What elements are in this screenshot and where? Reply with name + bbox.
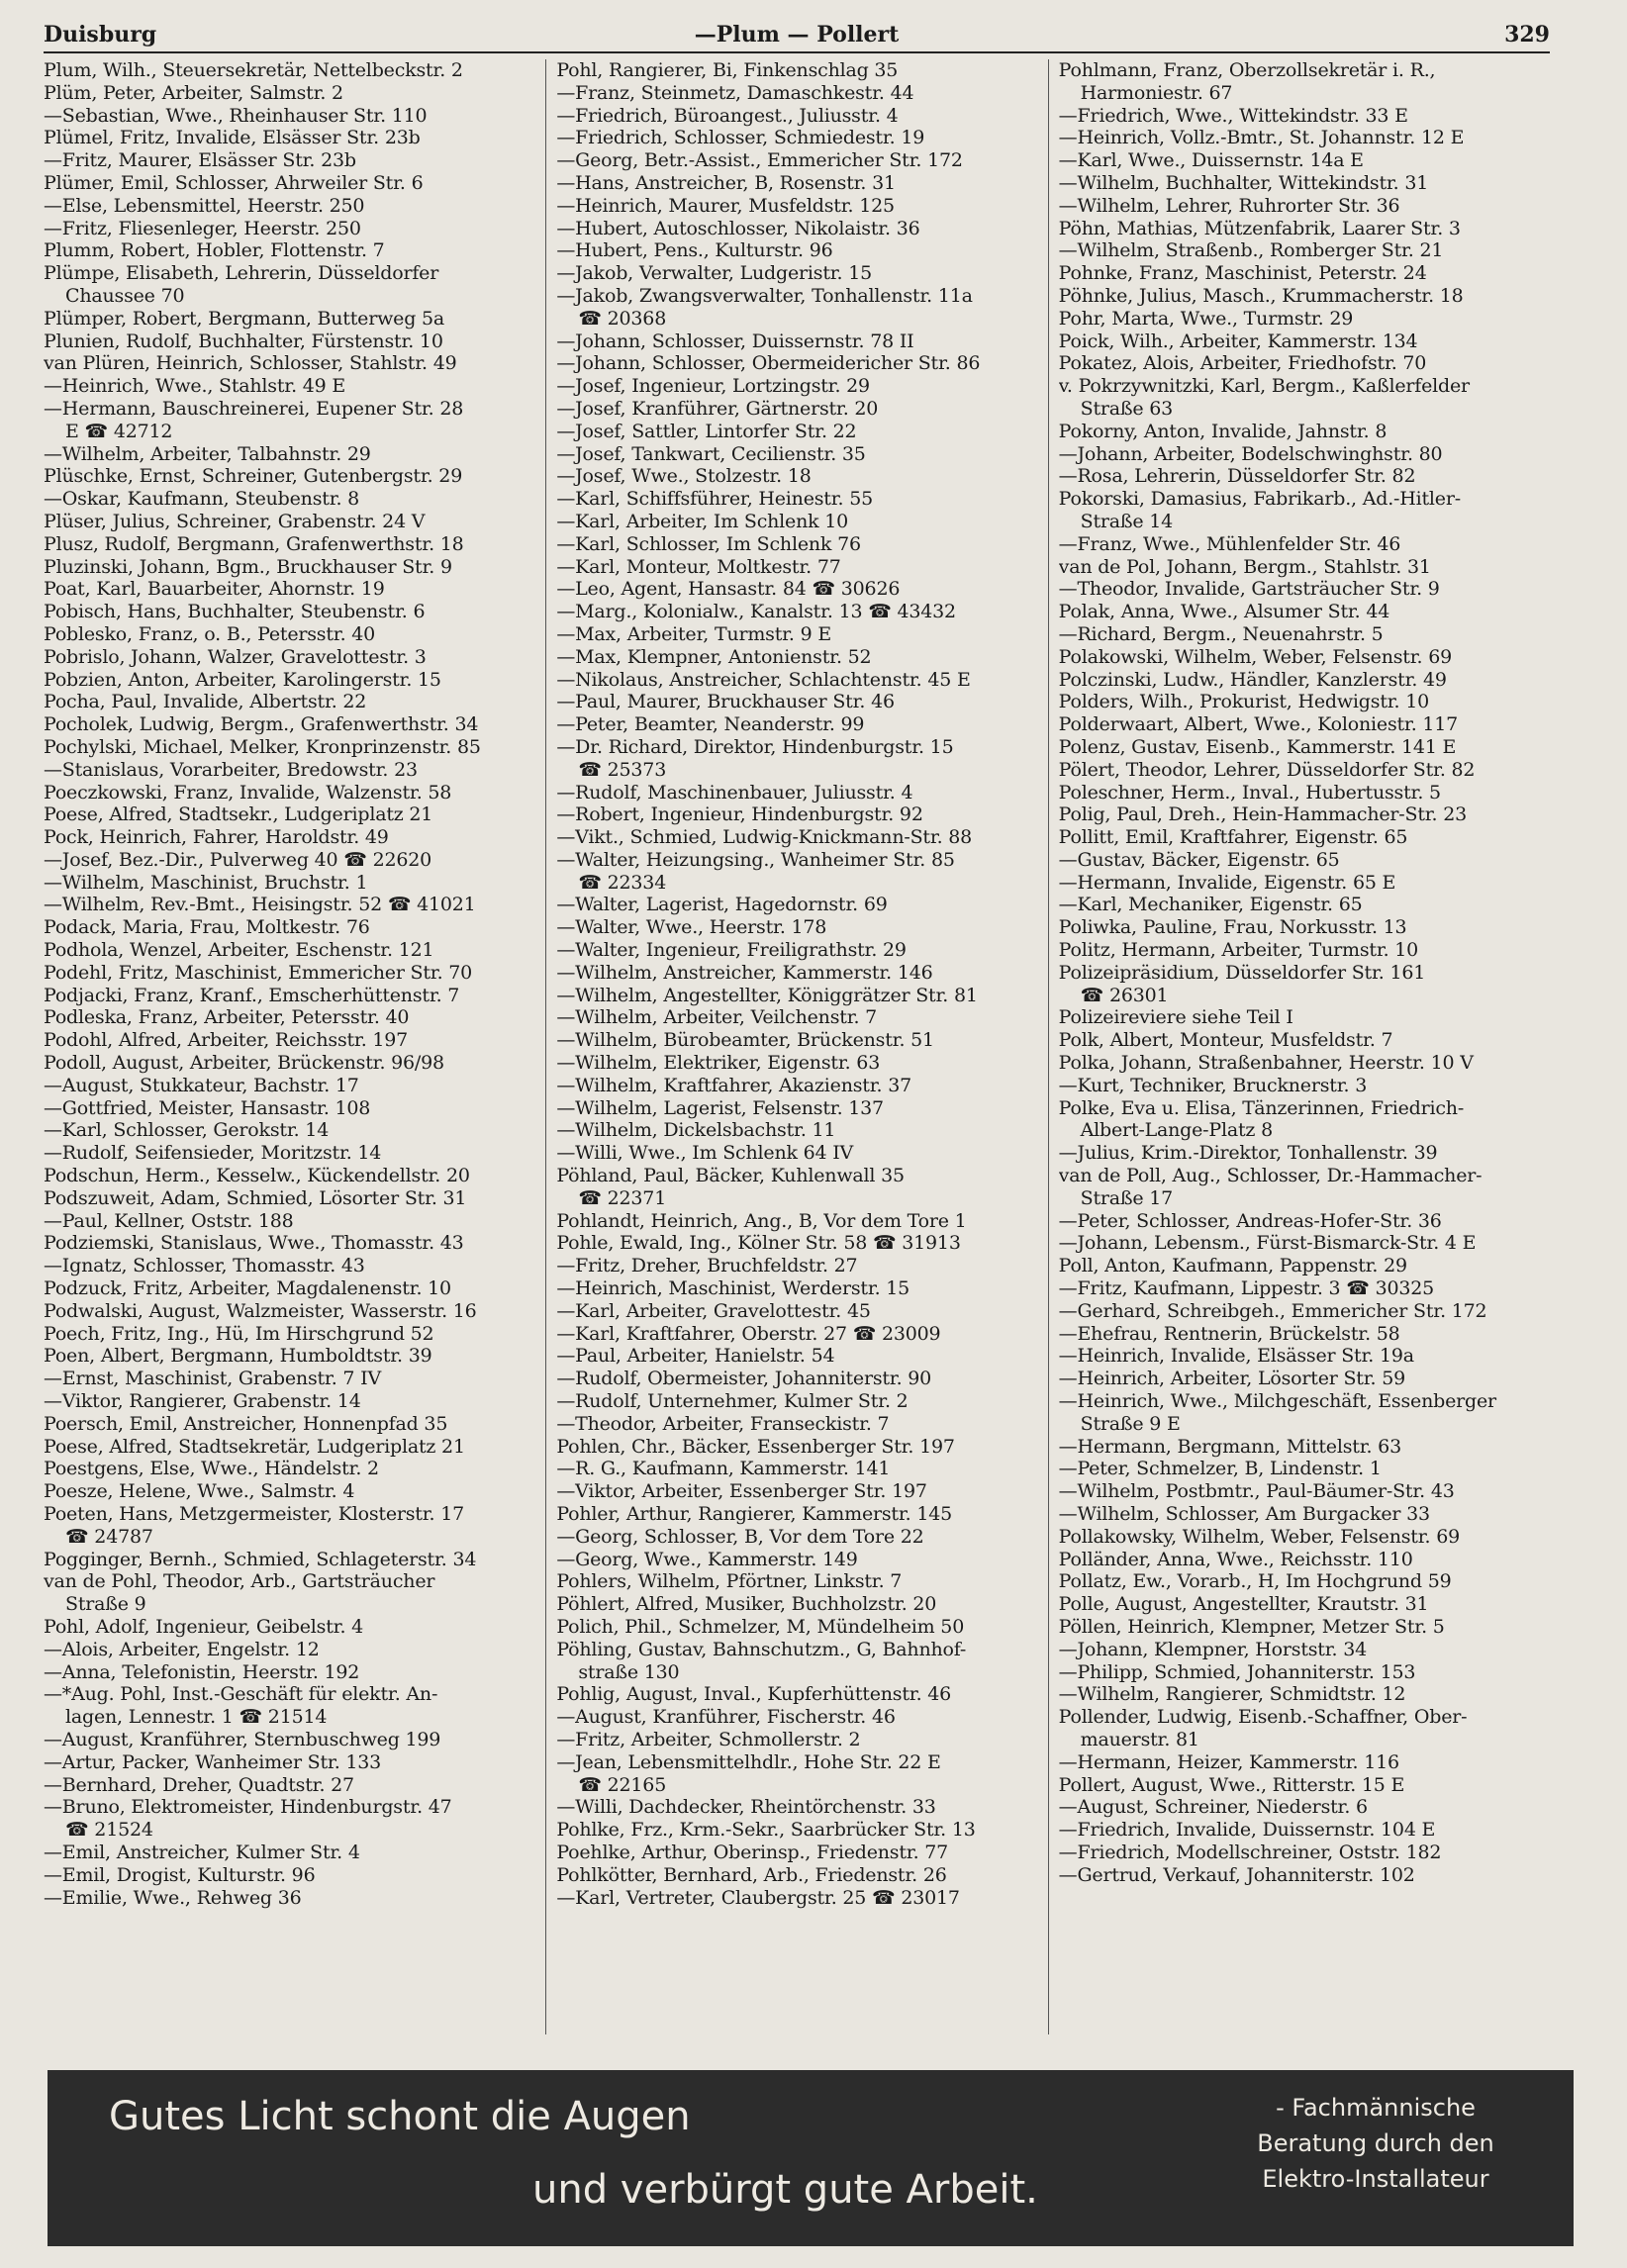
directory-entry: Pöhling, Gustav, Bahnschutzm., G, Bahnhof- — [556, 1638, 967, 1660]
directory-entry: —Peter, Beamter, Neanderstr. 99 — [556, 713, 865, 736]
directory-entry: —Wilhelm, Anstreicher, Kammerstr. 146 — [556, 961, 933, 984]
directory-entry: Plüser, Julius, Schreiner, Grabenstr. 24 V — [44, 510, 426, 532]
directory-entry: Polak, Anna, Wwe., Alsumer Str. 44 — [1058, 601, 1390, 623]
directory-entry: Pohle, Ewald, Ing., Kölner Str. 58 ☎ 31913 — [556, 1232, 961, 1255]
directory-entry: —Wilhelm, Postbmtr., Paul-Bäumer-Str. 43 — [1058, 1480, 1455, 1503]
directory-entry: —Karl, Vertreter, Claubergstr. 25 ☎ 23017 — [556, 1886, 960, 1909]
directory-entry: —Friedrich, Modellschreiner, Oststr. 182 — [1058, 1841, 1442, 1863]
directory-entry: Polk, Albert, Monteur, Musfeldstr. 7 — [1058, 1029, 1393, 1052]
directory-entry: Pollert, August, Wwe., Ritterstr. 15 E — [1058, 1773, 1405, 1796]
directory-entry: —Fritz, Kaufmann, Lippestr. 3 ☎ 30325 — [1058, 1277, 1435, 1300]
directory-entry: Podleska, Franz, Arbeiter, Petersstr. 40 — [44, 1006, 410, 1029]
directory-entry: —Hans, Anstreicher, B, Rosenstr. 31 — [556, 171, 896, 194]
directory-entry: —Johann, Lebensm., Fürst-Bismarck-Str. 4 E — [1058, 1232, 1477, 1255]
page-number: 329 — [1504, 22, 1550, 47]
directory-entry: —Emil, Anstreicher, Kulmer Str. 4 — [44, 1841, 360, 1863]
directory-entry: Pocholek, Ludwig, Bergm., Grafenwerthstr. 34 — [44, 713, 479, 736]
directory-entry: Podoll, August, Arbeiter, Brückenstr. 96/98 — [44, 1052, 444, 1075]
directory-entry: —Emilie, Wwe., Rehweg 36 — [44, 1886, 302, 1909]
directory-entry: Chaussee 70 — [65, 284, 185, 307]
directory-entry: Politz, Hermann, Arbeiter, Turmstr. 10 — [1058, 939, 1419, 962]
directory-entry: —Wilhelm, Lagerist, Felsenstr. 137 — [556, 1096, 884, 1119]
directory-entry: —Rudolf, Obermeister, Johanniterstr. 90 — [556, 1368, 932, 1390]
directory-entry: Pöhnke, Julius, Masch., Krummacherstr. 18 — [1058, 284, 1464, 307]
column-2 — [545, 59, 1047, 2034]
directory-entry: Pobzien, Anton, Arbeiter, Karolingerstr. 15 — [44, 668, 441, 691]
directory-entry: —Wilhelm, Maschinist, Bruchstr. 1 — [44, 871, 368, 894]
directory-entry: Plüm, Peter, Arbeiter, Salmstr. 2 — [44, 81, 343, 104]
directory-entry: —Karl, Monteur, Moltkestr. 77 — [556, 555, 841, 578]
directory-entry: van de Pol, Johann, Bergm., Stahlstr. 31 — [1058, 555, 1431, 578]
directory-entry: —Franz, Steinmetz, Damaschkestr. 44 — [556, 81, 914, 104]
directory-entry: —Peter, Schmelzer, B, Lindenstr. 1 — [1058, 1458, 1382, 1480]
directory-entry: Pohlig, August, Inval., Kupferhüttenstr. 46 — [556, 1683, 952, 1706]
directory-entry: Plümper, Robert, Bergmann, Butterweg 5a — [44, 307, 445, 330]
directory-entry: —Karl, Mechaniker, Eigenstr. 65 — [1058, 894, 1363, 916]
directory-entry: Polländer, Anna, Wwe., Reichsstr. 110 — [1058, 1548, 1413, 1570]
directory-entry: —August, Stukkateur, Bachstr. 17 — [44, 1074, 359, 1096]
directory-entry: Pollatz, Ew., Vorarb., H, Im Hochgrund 59 — [1058, 1570, 1452, 1593]
directory-entry: —Fritz, Arbeiter, Schmollerstr. 2 — [556, 1728, 861, 1750]
directory-entry: —Jakob, Verwalter, Ludgeristr. 15 — [556, 262, 873, 285]
directory-entry: —Else, Lebensmittel, Heerstr. 250 — [44, 194, 365, 217]
directory-entry: van Plüren, Heinrich, Schlosser, Stahlstr. 49 — [44, 352, 457, 375]
directory-entry: —Johann, Klempner, Horststr. 34 — [1058, 1638, 1367, 1660]
directory-entry: —R. G., Kaufmann, Kammerstr. 141 — [556, 1458, 891, 1480]
directory-entry: —Robert, Ingenieur, Hindenburgstr. 92 — [556, 803, 923, 826]
directory-entry: —Theodor, Arbeiter, Franseckistr. 7 — [556, 1412, 890, 1435]
directory-entry: Plum, Wilh., Steuersekretär, Nettelbeckstr. 2 — [44, 59, 463, 81]
directory-entry: Polizeireviere siehe Teil I — [1058, 1006, 1293, 1029]
directory-entry: —August, Kranführer, Sternbuschweg 199 — [44, 1728, 441, 1750]
directory-entry: Pohr, Marta, Wwe., Turmstr. 29 — [1058, 307, 1354, 330]
directory-entry: Poehlke, Arthur, Oberinsp., Friedenstr. 77 — [556, 1841, 949, 1863]
directory-entry: —Wilhelm, Dickelsbachstr. 11 — [556, 1119, 836, 1142]
directory-entry: Podjacki, Franz, Kranf., Emscherhüttenstr. 7 — [44, 984, 460, 1006]
directory-entry: Pöllen, Heinrich, Klempner, Metzer Str. 5 — [1058, 1615, 1445, 1638]
directory-entry: —Ehefrau, Rentnerin, Brückelstr. 58 — [1058, 1322, 1400, 1345]
directory-entry: Pollitt, Emil, Kraftfahrer, Eigenstr. 65 — [1058, 826, 1408, 849]
directory-entry: —Philipp, Schmied, Johanniterstr. 153 — [1058, 1660, 1416, 1683]
directory-entry: Podschun, Herm., Kesselw., Kückendellstr. 20 — [44, 1165, 470, 1187]
directory-entry: mauerstr. 81 — [1080, 1728, 1199, 1750]
directory-entry: —Fritz, Maurer, Elsässer Str. 23b — [44, 149, 356, 172]
directory-entry: —Heinrich, Wwe., Milchgeschäft, Essenberger — [1058, 1390, 1496, 1413]
directory-entry: —Wilhelm, Lehrer, Ruhrorter Str. 36 — [1058, 194, 1400, 217]
directory-entry: —Viktor, Rangierer, Grabenstr. 14 — [44, 1390, 361, 1413]
directory-entry: —Josef, Ingenieur, Lortzingstr. 29 — [556, 375, 870, 398]
directory-entry: —Josef, Tankwart, Cecilienstr. 35 — [556, 442, 866, 465]
directory-entry: Poliwka, Pauline, Frau, Norkusstr. 13 — [1058, 916, 1407, 939]
directory-entry: —Josef, Wwe., Stolzestr. 18 — [556, 465, 812, 488]
directory-entry: —Franz, Wwe., Mühlenfelder Str. 46 — [1058, 532, 1401, 555]
directory-entry: E ☎ 42712 — [65, 420, 173, 442]
directory-entry: Poestgens, Else, Wwe., Händelstr. 2 — [44, 1458, 379, 1480]
directory-entry: ☎ 22371 — [578, 1186, 667, 1209]
directory-entry: —Gerhard, Schreibgeh., Emmericher Str. 172 — [1058, 1299, 1487, 1322]
directory-entry: —Karl, Arbeiter, Im Schlenk 10 — [556, 510, 849, 532]
directory-entry: Albert-Lange-Platz 8 — [1080, 1119, 1273, 1142]
directory-entry: —Wilhelm, Bürobeamter, Brückenstr. 51 — [556, 1029, 934, 1052]
directory-entry: —Ernst, Maschinist, Grabenstr. 7 IV — [44, 1368, 381, 1390]
directory-entry: Podhola, Wenzel, Arbeiter, Eschenstr. 121 — [44, 939, 434, 962]
directory-entry: ☎ 25373 — [578, 758, 667, 781]
directory-entry: —Gertrud, Verkauf, Johanniterstr. 102 — [1058, 1863, 1415, 1886]
directory-entry: —Bernhard, Dreher, Quadtstr. 27 — [44, 1773, 354, 1796]
directory-entry: Pokorny, Anton, Invalide, Jahnstr. 8 — [1058, 420, 1388, 442]
directory-entry: Podohl, Alfred, Arbeiter, Reichsstr. 197 — [44, 1029, 409, 1052]
directory-entry: Polczinski, Ludw., Händler, Kanzlerstr. 49 — [1058, 668, 1447, 691]
directory-entry: —Walter, Ingenieur, Freiligrathstr. 29 — [556, 939, 907, 962]
directory-entry: —Heinrich, Maschinist, Werderstr. 15 — [556, 1277, 910, 1300]
directory-entry: —Paul, Kellner, Oststr. 188 — [44, 1209, 294, 1232]
directory-entry: —Bruno, Elektromeister, Hindenburgstr. 47 — [44, 1796, 452, 1819]
directory-entry: —Friedrich, Büroangest., Juliusstr. 4 — [556, 104, 899, 127]
directory-entry: Plümer, Emil, Schlosser, Ahrweiler Str. 6 — [44, 171, 424, 194]
directory-entry: Pluzinski, Johann, Bgm., Bruckhauser Str. 9 — [44, 555, 452, 578]
directory-entry: —Wilhelm, Kraftfahrer, Akazienstr. 37 — [556, 1074, 911, 1096]
directory-entry: ☎ 22334 — [578, 871, 667, 894]
directory-entry: —Friedrich, Wwe., Wittekindstr. 33 E — [1058, 104, 1408, 127]
directory-entry: —Josef, Bez.-Dir., Pulverweg 40 ☎ 22620 — [44, 848, 432, 871]
directory-entry: —August, Schreiner, Niederstr. 6 — [1058, 1796, 1368, 1819]
directory-entry: Pohlkötter, Bernhard, Arb., Friedenstr. 26 — [556, 1863, 947, 1886]
directory-entry: —Kurt, Techniker, Brucknerstr. 3 — [1058, 1074, 1368, 1096]
ad-side-line-1: - Fachmännische — [1276, 2094, 1476, 2122]
directory-entry: —Sebastian, Wwe., Rheinhauser Str. 110 — [44, 104, 428, 127]
directory-entry: —Wilhelm, Straßenb., Romberger Str. 21 — [1058, 239, 1444, 262]
directory-entry: Straße 63 — [1080, 397, 1174, 420]
directory-entry: —Walter, Wwe., Heerstr. 178 — [556, 916, 827, 939]
directory-entry: ☎ 26301 — [1080, 984, 1169, 1006]
directory-entry: Pohlmann, Franz, Oberzollsekretär i. R., — [1058, 59, 1436, 81]
directory-entry: —Heinrich, Arbeiter, Lösorter Str. 59 — [1058, 1368, 1405, 1390]
directory-entry: —Karl, Schiffsführer, Heinestr. 55 — [556, 488, 873, 511]
directory-entry: —Hermann, Invalide, Eigenstr. 65 E — [1058, 871, 1396, 894]
advertisement-banner — [48, 2070, 1574, 2246]
directory-entry: —August, Kranführer, Fischerstr. 46 — [556, 1706, 896, 1729]
directory-entry: —Johann, Arbeiter, Bodelschwinghstr. 80 — [1058, 442, 1443, 465]
directory-entry: —Dr. Richard, Direktor, Hindenburgstr. 15 — [556, 735, 954, 758]
directory-entry: Straße 14 — [1080, 510, 1174, 532]
directory-entry: —Peter, Schlosser, Andreas-Hofer-Str. 36 — [1058, 1209, 1442, 1232]
directory-entry: ☎ 24787 — [65, 1525, 153, 1548]
directory-entry: Plumm, Robert, Hobler, Flottenstr. 7 — [44, 239, 385, 262]
directory-entry: —Alois, Arbeiter, Engelstr. 12 — [44, 1638, 320, 1660]
directory-entry: Pohler, Arthur, Rangierer, Kammerstr. 145 — [556, 1503, 952, 1525]
directory-entry: —Georg, Schlosser, B, Vor dem Tore 22 — [556, 1525, 924, 1548]
directory-entry: —Fritz, Fliesenleger, Heerstr. 250 — [44, 217, 361, 239]
directory-entry: —Paul, Maurer, Bruckhauser Str. 46 — [556, 691, 895, 713]
directory-entry: —Karl, Schlosser, Im Schlenk 76 — [556, 532, 861, 555]
directory-entry: Poese, Alfred, Stadtsekr., Ludgeriplatz 21 — [44, 803, 433, 826]
directory-entry: —Georg, Betr.-Assist., Emmericher Str. 172 — [556, 149, 963, 172]
directory-entry: —Wilhelm, Elektriker, Eigenstr. 63 — [556, 1052, 881, 1075]
directory-entry: Pohlen, Chr., Bäcker, Essenberger Str. 197 — [556, 1435, 955, 1458]
directory-entry: —Richard, Bergm., Neuenahrstr. 5 — [1058, 622, 1384, 645]
directory-entry: —Hermann, Bauschreinerei, Eupener Str. 28 — [44, 397, 464, 420]
directory-entry: —Willi, Dachdecker, Rheintörchenstr. 33 — [556, 1796, 936, 1819]
directory-entry: —Walter, Heizungsing., Wanheimer Str. 85 — [556, 848, 955, 871]
directory-entry: v. Pokrzywnitzki, Karl, Bergm., Kaßlerfelder — [1058, 375, 1470, 398]
directory-entry: Pohlandt, Heinrich, Ang., B, Vor dem Tore 1 — [556, 1209, 967, 1232]
directory-entry: Straße 9 E — [1080, 1412, 1181, 1435]
directory-entry: —Hermann, Heizer, Kammerstr. 116 — [1058, 1750, 1399, 1773]
directory-entry: Pokatez, Alois, Arbeiter, Friedhofstr. 70 — [1058, 352, 1427, 375]
column-3 — [1048, 59, 1550, 2034]
directory-entry: Polig, Paul, Dreh., Hein-Hammacher-Str. 23 — [1058, 803, 1468, 826]
directory-entry: straße 130 — [578, 1660, 680, 1683]
ad-side-line-3: Elektro-Installateur — [1262, 2165, 1489, 2193]
directory-entry: —*Aug. Pohl, Inst.-Geschäft für elektr. An- — [44, 1683, 438, 1706]
directory-entry: Polle, August, Angestellter, Krautstr. 31 — [1058, 1593, 1429, 1616]
directory-entry: Poersch, Emil, Anstreicher, Honnenpfad 35 — [44, 1412, 448, 1435]
directory-entry: —Emil, Drogist, Kulturstr. 96 — [44, 1863, 316, 1886]
directory-entry: —Wilhelm, Rangierer, Schmidtstr. 12 — [1058, 1683, 1406, 1706]
directory-entry: —Stanislaus, Vorarbeiter, Bredowstr. 23 — [44, 758, 418, 781]
directory-entry: Podwalski, August, Walzmeister, Wasserstr. 16 — [44, 1299, 477, 1322]
directory-entry: —Friedrich, Invalide, Duissernstr. 104 E — [1058, 1819, 1436, 1842]
directory-entry: —Karl, Arbeiter, Gravelottestr. 45 — [556, 1299, 871, 1322]
directory-entry: Poll, Anton, Kaufmann, Pappenstr. 29 — [1058, 1255, 1407, 1277]
directory-entry: —Johann, Schlosser, Obermeidericher Str. 86 — [556, 352, 981, 375]
directory-entry: —Rudolf, Maschinenbauer, Juliusstr. 4 — [556, 781, 913, 803]
directory-entry: Polders, Wilh., Prokurist, Hedwigstr. 10 — [1058, 691, 1430, 713]
directory-entry: ☎ 20368 — [578, 307, 667, 330]
directory-entry: Pohl, Adolf, Ingenieur, Geibelstr. 4 — [44, 1615, 364, 1638]
directory-entry: Pölert, Theodor, Lehrer, Düsseldorfer Str. 82 — [1058, 758, 1476, 781]
directory-entry: Poech, Fritz, Ing., Hü, Im Hirschgrund 52 — [44, 1322, 434, 1345]
directory-entry: —Vikt., Schmied, Ludwig-Knickmann-Str. 88 — [556, 826, 973, 849]
directory-entry: Poeczkowski, Franz, Invalide, Walzenstr. 58 — [44, 781, 452, 803]
directory-entry: —Heinrich, Wwe., Stahlstr. 49 E — [44, 375, 346, 398]
directory-entry: Pock, Heinrich, Fahrer, Haroldstr. 49 — [44, 826, 389, 849]
directory-entry: —Viktor, Arbeiter, Essenberger Str. 197 — [556, 1480, 927, 1503]
directory-entry: —Wilhelm, Rev.-Bmt., Heisingstr. 52 ☎ 41021 — [44, 894, 476, 916]
name-range: —Plum — Pollert — [694, 22, 900, 47]
directory-entry: Plusz, Rudolf, Bergmann, Grafenwerthstr. 18 — [44, 532, 464, 555]
directory-entry: —Rosa, Lehrerin, Düsseldorfer Str. 82 — [1058, 465, 1416, 488]
directory-entry: —Johann, Schlosser, Duissernstr. 78 II — [556, 330, 914, 352]
directory-entry: van de Pohl, Theodor, Arb., Gartsträucher — [44, 1570, 435, 1593]
directory-entry: —Josef, Kranführer, Gärtnerstr. 20 — [556, 397, 879, 420]
directory-entry: Pochylski, Michael, Melker, Kronprinzenstr. 85 — [44, 735, 481, 758]
directory-entry: Pöhlert, Alfred, Musiker, Buchholzstr. 20 — [556, 1593, 937, 1616]
directory-entry: Polizeipräsidium, Düsseldorfer Str. 161 — [1058, 961, 1426, 984]
directory-entry: Pohlke, Frz., Krm.-Sekr., Saarbrücker Str. 13 — [556, 1819, 976, 1842]
directory-entry: Poleschner, Herm., Inval., Hubertusstr. 5 — [1058, 781, 1441, 803]
directory-entry: Harmoniestr. 67 — [1080, 81, 1233, 104]
directory-entry: —Leo, Agent, Hansastr. 84 ☎ 30626 — [556, 578, 901, 601]
directory-entry: —Fritz, Dreher, Bruchfeldstr. 27 — [556, 1255, 858, 1277]
directory-entry: Pohnke, Franz, Maschinist, Peterstr. 24 — [1058, 262, 1427, 285]
directory-entry: Podehl, Fritz, Maschinist, Emmericher Str. 70 — [44, 961, 473, 984]
directory-entry: Polenz, Gustav, Eisenb., Kammerstr. 141 E — [1058, 735, 1457, 758]
directory-entry: —Oskar, Kaufmann, Steubenstr. 8 — [44, 488, 360, 511]
directory-entry: —Gustav, Bäcker, Eigenstr. 65 — [1058, 848, 1340, 871]
column-1 — [44, 59, 545, 2034]
directory-entry: Polka, Johann, Straßenbahner, Heerstr. 10 V — [1058, 1052, 1474, 1075]
directory-entry: Poblesko, Franz, o. B., Petersstr. 40 — [44, 622, 376, 645]
directory-entry: Pollender, Ludwig, Eisenb.-Schaffner, Ober- — [1058, 1706, 1468, 1729]
directory-entry: —Hubert, Autoschlosser, Nikolaistr. 36 — [556, 217, 920, 239]
directory-entry: —Marg., Kolonialw., Kanalstr. 13 ☎ 43432 — [556, 601, 956, 623]
directory-entry: Straße 17 — [1080, 1186, 1174, 1209]
directory-entry: Plümel, Fritz, Invalide, Elsässer Str. 23b — [44, 127, 421, 149]
directory-entry: Poick, Wilh., Arbeiter, Kammerstr. 134 — [1058, 330, 1418, 352]
directory-entry: Straße 9 — [65, 1593, 146, 1616]
directory-entry: —Jakob, Zwangsverwalter, Tonhallenstr. 11a — [556, 284, 973, 307]
directory-entry: Poeten, Hans, Metzgermeister, Klosterstr. 17 — [44, 1503, 464, 1525]
ad-slogan-line-2: und verbürgt gute Arbeit. — [532, 2167, 1038, 2213]
directory-entry: Podzuck, Fritz, Arbeiter, Magdalenenstr. 10 — [44, 1277, 451, 1300]
directory-entry: —Friedrich, Schlosser, Schmiedestr. 19 — [556, 127, 925, 149]
directory-entry: Polderwaart, Albert, Wwe., Koloniestr. 117 — [1058, 713, 1459, 736]
directory-entry: Polakowski, Wilhelm, Weber, Felsenstr. 69 — [1058, 645, 1452, 668]
directory-entry: Plüschke, Ernst, Schreiner, Gutenbergstr. 29 — [44, 465, 463, 488]
directory-entry: —Gottfried, Meister, Hansastr. 108 — [44, 1096, 371, 1119]
directory-entry: Pokorski, Damasius, Fabrikarb., Ad.-Hitler- — [1058, 488, 1461, 511]
directory-entry: —Rudolf, Unternehmer, Kulmer Str. 2 — [556, 1390, 909, 1413]
directory-entry: Pohl, Rangierer, Bi, Finkenschlag 35 — [556, 59, 899, 81]
directory-entry: —Wilhelm, Arbeiter, Veilchenstr. 7 — [556, 1006, 878, 1029]
directory-entry: —Karl, Wwe., Duissernstr. 14a E — [1058, 149, 1364, 172]
directory-entry: —Artur, Packer, Wanheimer Str. 133 — [44, 1750, 382, 1773]
directory-entry: —Anna, Telefonistin, Heerstr. 192 — [44, 1660, 360, 1683]
city-name: Duisburg — [44, 22, 157, 47]
directory-entry: Pocha, Paul, Invalide, Albertstr. 22 — [44, 691, 367, 713]
directory-entry: Poese, Alfred, Stadtsekretär, Ludgeriplatz 21 — [44, 1435, 465, 1458]
directory-entry: —Karl, Kraftfahrer, Oberstr. 27 ☎ 23009 — [556, 1322, 941, 1345]
directory-entry: Pöhland, Paul, Bäcker, Kuhlenwall 35 — [556, 1165, 905, 1187]
directory-entry: —Walter, Lagerist, Hagedornstr. 69 — [556, 894, 888, 916]
directory-entry: —Wilhelm, Schlosser, Am Burgacker 33 — [1058, 1503, 1430, 1525]
directory-entry: Pogginger, Bernh., Schmied, Schlageterstr. 34 — [44, 1548, 477, 1570]
directory-entry: Pobisch, Hans, Buchhalter, Steubenstr. 6 — [44, 601, 426, 623]
ad-side-text — [1237, 2090, 1514, 2197]
directory-entry: —Heinrich, Vollz.-Bmtr., St. Johannstr. 12 E — [1058, 127, 1465, 149]
directory-entry: —Max, Klempner, Antonienstr. 52 — [556, 645, 872, 668]
directory-entry: Pöhn, Mathias, Mützenfabrik, Laarer Str. 3 — [1058, 217, 1461, 239]
directory-entry: Polich, Phil., Schmelzer, M, Mündelheim 50 — [556, 1615, 965, 1638]
directory-entry: Podack, Maria, Frau, Moltkestr. 76 — [44, 916, 370, 939]
directory-entry: van de Poll, Aug., Schlosser, Dr.-Hammacher- — [1058, 1165, 1483, 1187]
directory-entry: ☎ 22165 — [578, 1773, 667, 1796]
directory-entry: —Heinrich, Maurer, Musfeldstr. 125 — [556, 194, 895, 217]
directory-entry: —Hermann, Bergmann, Mittelstr. 63 — [1058, 1435, 1401, 1458]
directory-entry: Plümpe, Elisabeth, Lehrerin, Düsseldorfer — [44, 262, 439, 285]
directory-entry: Poesze, Helene, Wwe., Salmstr. 4 — [44, 1480, 355, 1503]
ad-slogan-line-1: Gutes Licht schont die Augen — [109, 2094, 691, 2139]
directory-entry: —Georg, Wwe., Kammerstr. 149 — [556, 1548, 858, 1570]
directory-entry: —Willi, Wwe., Im Schlenk 64 IV — [556, 1142, 854, 1165]
directory-columns — [44, 59, 1550, 2034]
directory-entry: —Ignatz, Schlosser, Thomasstr. 43 — [44, 1255, 365, 1277]
directory-entry: lagen, Lennestr. 1 ☎ 21514 — [65, 1706, 328, 1729]
directory-entry: Pobrislo, Johann, Walzer, Gravelottestr. 3 — [44, 645, 427, 668]
directory-entry: —Wilhelm, Buchhalter, Wittekindstr. 31 — [1058, 171, 1429, 194]
directory-entry: Poen, Albert, Bergmann, Humboldtstr. 39 — [44, 1345, 432, 1368]
ad-side-line-2: Beratung durch den — [1257, 2129, 1494, 2157]
directory-entry: Plunien, Rudolf, Buchhalter, Fürstenstr. 10 — [44, 330, 443, 352]
directory-entry: —Wilhelm, Angestellter, Königgrätzer Str. 81 — [556, 984, 978, 1006]
directory-entry: —Josef, Sattler, Lintorfer Str. 22 — [556, 420, 857, 442]
directory-entry: —Theodor, Invalide, Gartsträucher Str. 9 — [1058, 578, 1440, 601]
directory-entry: —Wilhelm, Arbeiter, Talbahnstr. 29 — [44, 442, 371, 465]
directory-entry: —Heinrich, Invalide, Elsässer Str. 19a — [1058, 1345, 1414, 1368]
directory-entry: —Max, Arbeiter, Turmstr. 9 E — [556, 622, 832, 645]
directory-entry: —Jean, Lebensmittelhdlr., Hohe Str. 22 E — [556, 1750, 941, 1773]
directory-entry: Podszuweit, Adam, Schmied, Lösorter Str. 31 — [44, 1186, 467, 1209]
directory-entry: —Rudolf, Seifensieder, Moritzstr. 14 — [44, 1142, 382, 1165]
directory-entry: —Paul, Arbeiter, Hanielstr. 54 — [556, 1345, 835, 1368]
page-header — [44, 18, 1550, 53]
directory-entry: Pollakowsky, Wilhelm, Weber, Felsenstr. 69 — [1058, 1525, 1460, 1548]
directory-entry: —Hubert, Pens., Kulturstr. 96 — [556, 239, 833, 262]
directory-entry: Poat, Karl, Bauarbeiter, Ahornstr. 19 — [44, 578, 385, 601]
directory-entry: —Nikolaus, Anstreicher, Schlachtenstr. 45 E — [556, 668, 971, 691]
directory-entry: —Karl, Schlosser, Gerokstr. 14 — [44, 1119, 330, 1142]
directory-entry: —Julius, Krim.-Direktor, Tonhallenstr. 39 — [1058, 1142, 1438, 1165]
directory-entry: Podziemski, Stanislaus, Wwe., Thomasstr. 43 — [44, 1232, 464, 1255]
directory-entry: ☎ 21524 — [65, 1819, 153, 1842]
directory-entry: Pohlers, Wilhelm, Pförtner, Linkstr. 7 — [556, 1570, 903, 1593]
directory-entry: Polke, Eva u. Elisa, Tänzerinnen, Friedrich- — [1058, 1096, 1465, 1119]
